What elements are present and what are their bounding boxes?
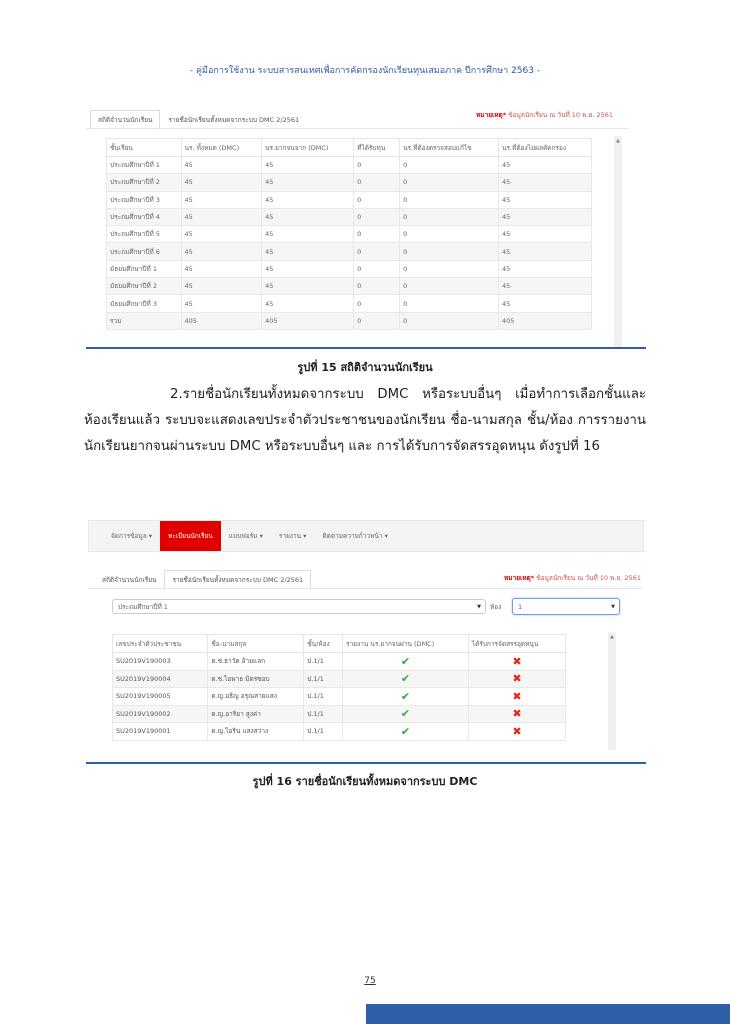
table-cell: ป.1/1	[304, 670, 343, 688]
table-cell: 45	[262, 157, 354, 174]
nav-forms[interactable]: แบบฟอร์ม ▾	[228, 532, 263, 540]
table-cell: 45	[181, 191, 262, 208]
table-cell: ด.ญ.อาริยา สูงค่า	[208, 705, 304, 723]
table-cell: 0	[354, 260, 400, 277]
table-cell: SU2019V190002	[113, 705, 208, 723]
table-cell: 0	[400, 278, 499, 295]
body-paragraph	[84, 382, 646, 460]
table-cell: 45	[499, 243, 592, 260]
tab-divider	[86, 128, 628, 129]
table-cell: ด.ญ.ไอริน แสงสว่าง	[208, 723, 304, 741]
table-cell: 0	[354, 278, 400, 295]
table-row	[107, 295, 592, 312]
table-cell: 45	[262, 260, 354, 277]
column-header: นร.ยากจนจาก (DMC)	[262, 139, 354, 157]
document-header: - คู่มือการใช้งาน ระบบสารสนเทศเพื่อการคัดกรองนักเรียนทุนเสมอภาค ปีการศึกษา 2563 -	[189, 66, 541, 76]
cross-icon: ✖	[468, 688, 565, 706]
table-cell: ป.1/1	[304, 723, 343, 741]
table-cell: SU2019V190003	[113, 653, 208, 671]
column-header: รายงาน นร.ยากจนผ่าน (DMC)	[343, 635, 469, 653]
table-cell: รวม	[107, 312, 182, 329]
table-cell: 0	[354, 208, 400, 225]
table-cell: ประถมศึกษาปีที่ 2	[107, 174, 182, 191]
table-cell: ป.1/1	[304, 688, 343, 706]
class-select-value: ประถมศึกษาปีที่ 1	[118, 602, 168, 611]
tab-dmc-student-list[interactable]: รายชื่อนักเรียนทั้งหมดจากระบบ DMC 2/2561	[164, 570, 311, 590]
cross-icon: ✖	[468, 653, 565, 671]
table-cell: 45	[262, 295, 354, 312]
check-icon: ✔	[343, 688, 469, 706]
student-list-table	[112, 634, 566, 741]
table-cell: 0	[354, 295, 400, 312]
table-cell: 45	[499, 260, 592, 277]
table-cell: 45	[181, 226, 262, 243]
table-row	[113, 723, 566, 741]
table-row	[107, 226, 592, 243]
nav-manage-data[interactable]: จัดการข้อมูล ▾	[111, 532, 153, 540]
table-cell: 45	[181, 260, 262, 277]
table-cell: ด.ช.ธาวัต อ้ายแลก	[208, 653, 304, 671]
table-cell: 0	[354, 191, 400, 208]
table-cell: 45	[262, 278, 354, 295]
column-header: ชื่อ-นามสกุล	[208, 635, 304, 653]
tab-divider	[88, 588, 642, 589]
figure-16-caption: รูปที่ 16 รายชื่อนักเรียนทั้งหมดจากระบบ DMC	[252, 775, 478, 788]
table-row	[107, 278, 592, 295]
table-cell: 45	[499, 278, 592, 295]
table-cell: ป.1/1	[304, 705, 343, 723]
table-cell: 405	[499, 312, 592, 329]
column-header: ได้รับการจัดสรรอุดหนุน	[468, 635, 565, 653]
note-text: ข้อมูลนักเรียน ณ วันที่ 10 พ.ย. 2561	[536, 574, 641, 582]
figure-15-caption: รูปที่ 15 สถิติจำนวนนักเรียน	[297, 361, 433, 374]
table-cell: 45	[262, 226, 354, 243]
check-icon: ✔	[343, 705, 469, 723]
data-date-note	[476, 110, 613, 120]
scroll-up-icon[interactable]: ▲	[610, 634, 614, 640]
tab-student-stats[interactable]: สถิติจำนวนนักเรียน	[102, 576, 157, 584]
table-row	[113, 705, 566, 723]
table-cell: 45	[181, 208, 262, 225]
table-row	[113, 688, 566, 706]
vertical-scrollbar[interactable]	[608, 632, 616, 750]
data-date-note	[504, 573, 641, 583]
table-cell: 0	[354, 157, 400, 174]
cross-icon: ✖	[468, 670, 565, 688]
room-select-value: 1	[518, 602, 523, 611]
column-header: นร.ที่ต้องไม่ผลคัดกรอง	[499, 139, 592, 157]
vertical-scrollbar[interactable]	[614, 136, 622, 348]
table-cell: 0	[400, 191, 499, 208]
column-header: นร.ที่ต้องตรวจสอบแก้ไข	[400, 139, 499, 157]
table-cell: 0	[400, 174, 499, 191]
table-cell: 45	[181, 174, 262, 191]
table-cell: 0	[354, 312, 400, 329]
table-cell: SU2019V190001	[113, 723, 208, 741]
table-cell: 45	[181, 278, 262, 295]
check-icon: ✔	[343, 670, 469, 688]
table-cell: 405	[262, 312, 354, 329]
tab-bar	[90, 110, 307, 130]
page-number: 75	[364, 976, 376, 986]
paragraph-text: 2.รายชื่อนักเรียนทั้งหมดจากระบบ DMC หรือระบบอื่นๆ เมื่อทำการเลือกชั้นและห้องเรียนแล้ว ระบบจะแสดงเลขประจำตัวประชาชนของนักเรียน ชื่อ-นามสกุล ชั้น/ห้อง การรายงานนักเรียนยากจนผ่านระบบ DMC หรือระบบอื่นๆ และ การได้รับการจัดสรรอุดหนุน ดังรูปที่ 16	[84, 387, 646, 454]
table-row	[107, 243, 592, 260]
column-header: เลขประจำตัวประชาชน	[113, 635, 208, 653]
table-cell: 0	[354, 226, 400, 243]
table-row	[113, 670, 566, 688]
table-cell: 0	[354, 174, 400, 191]
table-cell: 45	[499, 226, 592, 243]
table-cell: 45	[499, 295, 592, 312]
table-cell: 0	[400, 157, 499, 174]
table-cell: SU2019V190005	[113, 688, 208, 706]
column-header: ชั้นเรียน	[107, 139, 182, 157]
table-header-row	[107, 139, 592, 157]
check-icon: ✔	[343, 723, 469, 741]
table-row	[107, 260, 592, 277]
figure-16-rule	[86, 762, 646, 764]
table-cell: ประถมศึกษาปีที่ 4	[107, 208, 182, 225]
top-navbar	[88, 520, 644, 552]
table-cell: 45	[499, 191, 592, 208]
column-header: ที่ได้รับทุน	[354, 139, 400, 157]
table-row	[107, 312, 592, 329]
table-cell: SU2019V190004	[113, 670, 208, 688]
figure-16-screenshot	[88, 520, 644, 752]
table-cell: 45	[499, 208, 592, 225]
tab-student-stats[interactable]: สถิติจำนวนนักเรียน	[90, 110, 160, 130]
table-cell: 45	[262, 191, 354, 208]
table-cell: 45	[262, 174, 354, 191]
figure-15-screenshot	[86, 102, 644, 348]
tab-dmc-student-list[interactable]: รายชื่อนักเรียนทั้งหมดจากระบบ DMC 2/2561	[168, 116, 300, 124]
student-stats-table	[106, 138, 592, 330]
table-cell: 0	[400, 226, 499, 243]
table-cell: 45	[262, 243, 354, 260]
table-cell: 0	[400, 243, 499, 260]
class-select[interactable]	[112, 599, 486, 614]
table-cell: ป.1/1	[304, 653, 343, 671]
tab-bar	[94, 570, 311, 590]
table-cell: 45	[181, 243, 262, 260]
cross-icon: ✖	[468, 705, 565, 723]
table-row	[107, 174, 592, 191]
table-cell: มัธยมศึกษาปีที่ 2	[107, 278, 182, 295]
note-text: ข้อมูลนักเรียน ณ วันที่ 10 พ.ย. 2561	[508, 111, 613, 119]
dropdown-arrow-icon: ▼	[477, 603, 481, 610]
note-label: หมายเหตุ*	[476, 111, 507, 119]
dropdown-arrow-icon: ▼	[611, 603, 615, 610]
table-cell: 0	[400, 312, 499, 329]
table-header-row	[113, 635, 566, 653]
table-row	[113, 653, 566, 671]
table-cell: ด.ญ.อธิญ อรุณสายแสง	[208, 688, 304, 706]
table-cell: 45	[499, 174, 592, 191]
table-cell: ประถมศึกษาปีที่ 6	[107, 243, 182, 260]
table-row	[107, 191, 592, 208]
cross-icon: ✖	[468, 723, 565, 741]
room-label: ห้อง	[490, 603, 502, 611]
footer-accent-bar	[366, 1004, 730, 1024]
table-cell: 0	[400, 260, 499, 277]
table-cell: 45	[181, 157, 262, 174]
table-cell: ประถมศึกษาปีที่ 3	[107, 191, 182, 208]
check-icon: ✔	[343, 653, 469, 671]
table-cell: 0	[400, 208, 499, 225]
column-header: นร. ทั้งหมด (DMC)	[181, 139, 262, 157]
table-row	[107, 157, 592, 174]
note-label: หมายเหตุ*	[504, 574, 535, 582]
table-cell: ประถมศึกษาปีที่ 5	[107, 226, 182, 243]
figure-15-rule	[86, 347, 646, 349]
table-cell: 0	[400, 295, 499, 312]
nav-student-registry[interactable]: ทะเบียนนักเรียน	[160, 521, 221, 551]
table-cell: 45	[181, 295, 262, 312]
nav-reports[interactable]: รายงาน ▾	[278, 532, 307, 540]
table-cell: มัธยมศึกษาปีที่ 1	[107, 260, 182, 277]
table-cell: 45	[499, 157, 592, 174]
table-cell: ประถมศึกษาปีที่ 1	[107, 157, 182, 174]
table-cell: มัธยมศึกษาปีที่ 3	[107, 295, 182, 312]
nav-progress[interactable]: ติดตามความก้าวหน้า ▾	[322, 532, 388, 540]
column-header: ชั้น/ห้อง	[304, 635, 343, 653]
scroll-up-icon[interactable]: ▲	[616, 138, 620, 144]
table-row	[107, 208, 592, 225]
table-cell: 45	[262, 208, 354, 225]
table-cell: 0	[354, 243, 400, 260]
room-select[interactable]	[512, 598, 620, 615]
table-cell: ด.ช.ไอพาธ มิตรซอบ	[208, 670, 304, 688]
table-cell: 405	[181, 312, 262, 329]
